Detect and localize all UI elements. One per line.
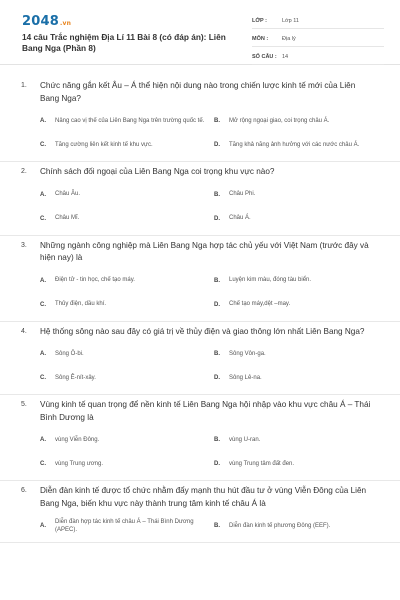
meta-row-class <box>252 14 384 29</box>
meta-row-count <box>252 50 384 65</box>
options <box>40 510 374 542</box>
option-d[interactable] <box>214 207 374 231</box>
meta-row-subject <box>252 32 384 47</box>
option-letter: B. <box>214 351 220 357</box>
question-6 <box>0 481 400 543</box>
option-a[interactable] <box>40 269 214 293</box>
logo-domain: .vn <box>59 20 72 27</box>
options <box>40 424 374 480</box>
option-a[interactable] <box>40 183 214 207</box>
option-text: Tăng cường liên kết kinh tế khu vực. <box>55 141 153 148</box>
question-text: Những ngành công nghiệp mà Liên Bang Nga hợp tác chủ yếu với Việt Nam (trước đây và hiện nay) là <box>40 240 369 262</box>
option-letter: B. <box>214 277 220 284</box>
option-b[interactable] <box>214 269 374 293</box>
option-letter: A. <box>40 118 46 124</box>
option-letter: A. <box>40 523 46 529</box>
option-b[interactable] <box>214 342 374 366</box>
option-letter: C. <box>40 461 46 467</box>
option-b[interactable] <box>214 183 374 207</box>
question-text: Chính sách đối ngoại của Liên Bang Nga coi trọng khu vực nào? <box>40 167 275 176</box>
question-1 <box>0 76 400 162</box>
option-d[interactable] <box>214 452 374 476</box>
option-b[interactable] <box>214 109 374 133</box>
option-letter: C. <box>40 375 46 381</box>
option-letter: D. <box>214 375 220 381</box>
question-number: 3. <box>21 241 27 249</box>
option-text: Diễn đàn hợp tác kinh tế châu Á – Thái Bình Dương (APEC). <box>55 518 194 533</box>
option-text: Điện tử - tin học, chế tạo máy. <box>55 277 135 284</box>
option-text: Sông Vôn-ga. <box>229 350 266 357</box>
question-3 <box>0 236 400 322</box>
option-letter: B. <box>214 191 220 198</box>
site-logo[interactable] <box>22 14 71 29</box>
option-text: vùng Trung ương. <box>55 460 103 467</box>
question-2 <box>0 162 400 236</box>
option-a[interactable] <box>40 109 214 133</box>
question-number: 5. <box>21 401 27 408</box>
option-letter: D. <box>214 142 220 148</box>
option-c[interactable] <box>40 133 214 157</box>
option-a[interactable] <box>40 514 214 538</box>
question-text: Chức năng gắn kết Âu – Á thể hiện nội dung nào trong chiến lược kinh tế mới của Liên Bang Nga? <box>40 81 356 103</box>
options <box>40 179 374 235</box>
option-text: vùng U-ran. <box>229 436 261 443</box>
option-b[interactable] <box>214 514 374 538</box>
option-b[interactable] <box>214 428 374 452</box>
option-c[interactable] <box>40 366 214 390</box>
option-letter: A. <box>40 277 46 284</box>
option-text: Sông Lê-na. <box>229 374 262 381</box>
question-text: Diễn đàn kinh tế được tổ chức nhằm đẩy mạnh thu hút đầu tư ở vùng Viễn Đông của Liên Bang Nga, biến khu vực này thành trung tâm kinh tế châu Á là <box>40 486 367 508</box>
option-letter: B. <box>214 523 220 529</box>
question-4 <box>0 322 400 396</box>
option-letter: A. <box>40 437 46 443</box>
option-text: Châu Á. <box>229 215 251 222</box>
meta-table <box>252 14 384 68</box>
question-number: 1. <box>21 82 27 89</box>
question-5 <box>0 395 400 481</box>
page-title: 14 câu Trắc nghiệm Địa Lí 11 Bài 8 (có đáp án): Liên Bang Nga (Phần 8) <box>22 32 226 53</box>
option-letter: D. <box>214 301 220 308</box>
meta-key: SỐ CÂU : <box>252 54 277 60</box>
option-text: Diễn đàn kinh tế phương Đông (EEF). <box>229 522 331 529</box>
option-text: vùng Trung tâm đất đen. <box>229 460 295 467</box>
options <box>40 265 374 321</box>
option-letter: A. <box>40 191 46 198</box>
option-c[interactable] <box>40 452 214 476</box>
option-letter: B. <box>214 118 220 124</box>
meta-value: Địa lý <box>282 36 296 42</box>
option-text: Châu Phi. <box>229 191 256 198</box>
option-a[interactable] <box>40 342 214 366</box>
meta-key: MÔN : <box>252 36 269 42</box>
option-text: Thủy điện, dầu khí. <box>55 301 107 308</box>
option-letter: B. <box>214 437 220 443</box>
page-header <box>0 0 400 65</box>
meta-key: LỚP : <box>252 18 267 24</box>
options <box>40 338 374 394</box>
question-number: 6. <box>21 487 27 494</box>
meta-value: 14 <box>282 54 289 60</box>
question-text: Vùng kinh tế quan trọng để nền kinh tế Liên Bang Nga hội nhập vào khu vực châu Á – Thái Bình Dương là <box>40 400 371 422</box>
option-d[interactable] <box>214 293 374 317</box>
option-letter: A. <box>40 351 46 357</box>
logo-text: 2048 <box>22 14 59 29</box>
option-text: Sông Ô-bi. <box>55 350 84 357</box>
option-text: Châu Mĩ. <box>55 215 80 222</box>
option-text: Sông Ê-nít-xây. <box>55 374 96 381</box>
option-c[interactable] <box>40 207 214 231</box>
option-text: Tăng khả năng ảnh hưởng với các nước châu Á. <box>229 141 360 148</box>
option-text: Nâng cao vị thế của Liên Bang Nga trên trường quốc tế. <box>55 117 205 124</box>
question-text: Hệ thống sông nào sau đây có giá trị về thủy điện và giao thông lớn nhất Liên Bang Nga? <box>40 326 365 336</box>
option-letter: D. <box>214 461 220 467</box>
question-list <box>0 76 400 543</box>
option-text: Chế tạo máy,dệt –may. <box>229 301 291 308</box>
options <box>40 105 374 161</box>
option-text: Mở rộng ngoại giao, coi trọng châu Á. <box>229 117 330 124</box>
option-c[interactable] <box>40 293 214 317</box>
option-letter: C. <box>40 142 46 148</box>
option-letter: C. <box>40 301 46 308</box>
option-text: vùng Viễn Đông. <box>55 436 100 443</box>
question-number: 2. <box>21 168 27 175</box>
option-d[interactable] <box>214 133 374 157</box>
question-number: 4. <box>21 327 27 335</box>
option-letter: D. <box>214 215 220 222</box>
option-text: Châu Âu. <box>55 191 81 198</box>
meta-value: Lớp 11 <box>282 18 299 24</box>
option-d[interactable] <box>214 366 374 390</box>
option-letter: C. <box>40 215 46 222</box>
option-text: Luyện kim màu, đóng tàu biển. <box>229 277 312 284</box>
option-a[interactable] <box>40 428 214 452</box>
